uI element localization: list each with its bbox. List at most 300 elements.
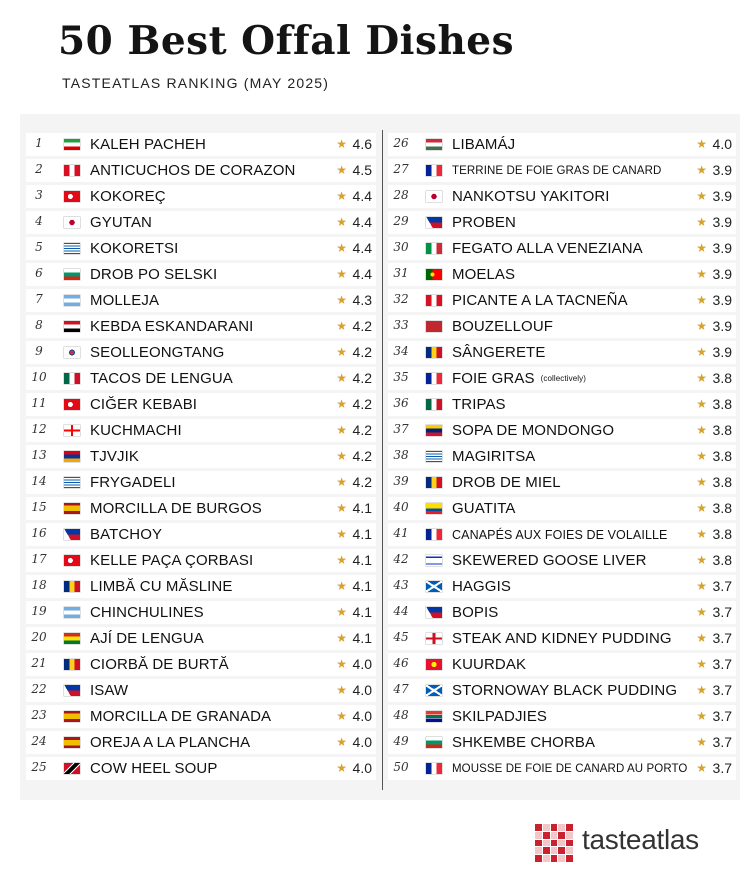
dish-name[interactable]: BATCHOY: [90, 526, 163, 543]
dish-name[interactable]: GYUTAN: [90, 214, 152, 231]
ranking-row[interactable]: [388, 185, 736, 208]
dish-score: 3.7: [712, 604, 732, 620]
star-icon: ★: [696, 189, 707, 203]
star-icon: ★: [696, 501, 707, 515]
star-icon: ★: [336, 657, 347, 671]
rank-number: 19: [31, 604, 47, 618]
star-icon: ★: [336, 605, 347, 619]
dish-name[interactable]: SKILPADJIES: [452, 708, 548, 725]
rank-number: 7: [35, 292, 43, 306]
ranking-row[interactable]: [388, 471, 736, 494]
dish-name[interactable]: SHKEMBE CHORBA: [452, 734, 596, 751]
rank-number: 17: [31, 552, 47, 566]
ranking-row[interactable]: [388, 315, 736, 338]
flag-icon: [64, 711, 80, 722]
dish-score: 4.1: [352, 500, 372, 516]
flag-icon: [426, 399, 442, 410]
flag-icon: [64, 737, 80, 748]
rank-number: 40: [393, 500, 409, 514]
dish-name[interactable]: ANTICUCHOS DE CORAZON: [90, 162, 296, 179]
ranking-row[interactable]: [388, 367, 736, 390]
dish-name[interactable]: MORCILLA DE GRANADA: [90, 708, 272, 725]
flag-icon: [64, 347, 80, 358]
dish-score: 4.2: [352, 422, 372, 438]
ranking-row[interactable]: [26, 497, 376, 520]
dish-score: 3.9: [712, 344, 732, 360]
star-icon: ★: [696, 683, 707, 697]
rank-number: 33: [393, 318, 409, 332]
rank-number: 35: [393, 370, 409, 384]
ranking-row[interactable]: [26, 549, 376, 572]
dish-score: 4.2: [352, 370, 372, 386]
ranking-row[interactable]: [26, 653, 376, 676]
flag-icon: [426, 243, 442, 254]
dish-name[interactable]: FEGATO ALLA VENEZIANA: [452, 240, 643, 257]
ranking-row[interactable]: [26, 289, 376, 312]
ranking-row[interactable]: [26, 601, 376, 624]
dish-name: FOIE GRAS: [452, 370, 535, 387]
star-icon: ★: [696, 345, 707, 359]
ranking-row[interactable]: [388, 627, 736, 650]
ranking-row[interactable]: [26, 211, 376, 234]
dish-score: 4.1: [352, 552, 372, 568]
dish-name[interactable]: PROBEN: [452, 214, 516, 231]
dish-score: 4.1: [352, 604, 372, 620]
rank-number: 29: [393, 214, 409, 228]
rank-number: 2: [35, 162, 43, 176]
rank-number: 45: [393, 630, 409, 644]
star-icon: ★: [336, 423, 347, 437]
logo-grid-icon: [535, 824, 573, 862]
ranking-row[interactable]: [388, 211, 736, 234]
flag-icon: [426, 321, 442, 332]
ranking-row[interactable]: [388, 393, 736, 416]
star-icon: ★: [336, 293, 347, 307]
star-icon: ★: [336, 397, 347, 411]
ranking-row[interactable]: [26, 523, 376, 546]
star-icon: ★: [696, 319, 707, 333]
ranking-row[interactable]: [26, 471, 376, 494]
flag-icon: [64, 321, 80, 332]
dish-score: 4.0: [352, 656, 372, 672]
rank-number: 12: [31, 422, 47, 436]
dish-name[interactable]: LIBAMÁJ: [452, 136, 516, 153]
dish-score: 4.0: [352, 708, 372, 724]
ranking-row[interactable]: [388, 159, 736, 182]
flag-icon: [426, 711, 442, 722]
dish-note: (collectively): [540, 374, 587, 383]
dish-name[interactable]: GUATITA: [452, 500, 516, 517]
star-icon: ★: [336, 345, 347, 359]
rank-number: 24: [31, 734, 47, 748]
flag-icon: [426, 685, 442, 696]
dish-score: 4.2: [352, 474, 372, 490]
dish-score: 3.9: [712, 292, 732, 308]
flag-icon: [64, 685, 80, 696]
dish-name[interactable]: CHINCHULINES: [90, 604, 204, 621]
ranking-row[interactable]: [388, 237, 736, 260]
dish-name[interactable]: SKEWERED GOOSE LIVER: [452, 552, 647, 569]
dish-score: 4.4: [352, 188, 372, 204]
rank-number: 3: [35, 188, 43, 202]
star-icon: ★: [336, 241, 347, 255]
dish-score: 3.8: [712, 422, 732, 438]
rank-number: 15: [31, 500, 47, 514]
star-icon: ★: [696, 423, 707, 437]
dish-name[interactable]: TACOS DE LENGUA: [90, 370, 233, 387]
dish-name[interactable]: CIORBĂ DE BURTĂ: [90, 656, 229, 673]
flag-icon: [426, 607, 442, 618]
ranking-row[interactable]: [26, 341, 376, 364]
star-icon: ★: [336, 189, 347, 203]
flag-icon: [64, 269, 80, 280]
rank-number: 36: [393, 396, 409, 410]
ranking-row[interactable]: [388, 133, 736, 156]
rank-number: 14: [31, 474, 47, 488]
rank-number: 43: [393, 578, 409, 592]
star-icon: ★: [696, 475, 707, 489]
dish-score: 3.9: [712, 240, 732, 256]
rank-number: 21: [31, 656, 47, 670]
dish-name[interactable]: LIMBĂ CU MĂSLINE: [90, 578, 233, 595]
flag-icon: [64, 763, 80, 774]
dish-name[interactable]: OREJA A LA PLANCHA: [90, 734, 251, 751]
rank-number: 4: [35, 214, 43, 228]
star-icon: ★: [336, 215, 347, 229]
dish-name[interactable]: KUURDAK: [452, 656, 527, 673]
flag-icon: [426, 373, 442, 384]
flag-icon: [426, 503, 442, 514]
star-icon: ★: [696, 293, 707, 307]
dish-name[interactable]: HAGGIS: [452, 578, 511, 595]
dish-name[interactable]: MAGIRITSA: [452, 448, 536, 465]
ranking-row[interactable]: [388, 705, 736, 728]
rank-number: 39: [393, 474, 409, 488]
dish-score: 3.7: [712, 760, 732, 776]
rank-number: 20: [31, 630, 47, 644]
flag-icon: [426, 217, 442, 228]
ranking-row[interactable]: [26, 575, 376, 598]
ranking-row[interactable]: [26, 627, 376, 650]
star-icon: ★: [696, 579, 707, 593]
star-icon: ★: [696, 605, 707, 619]
ranking-row[interactable]: [388, 679, 736, 702]
dish-name[interactable]: KOKOREÇ: [90, 188, 166, 205]
flag-icon: [426, 139, 442, 150]
dish-score: 3.9: [712, 266, 732, 282]
flag-icon: [64, 477, 80, 488]
dish-score: 3.8: [712, 474, 732, 490]
flag-icon: [64, 555, 80, 566]
star-icon: ★: [336, 371, 347, 385]
tasteatlas-logo[interactable]: [535, 822, 715, 864]
star-icon: ★: [696, 137, 707, 151]
flag-icon: [64, 659, 80, 670]
rank-number: 26: [393, 136, 409, 150]
flag-icon: [426, 555, 442, 566]
star-icon: ★: [696, 449, 707, 463]
dish-score: 3.9: [712, 318, 732, 334]
dish-name[interactable]: SOPA DE MONDONGO: [452, 422, 615, 439]
star-icon: ★: [696, 371, 707, 385]
ranking-row[interactable]: [388, 497, 736, 520]
dish-name[interactable]: CANAPÉS AUX FOIES DE VOLAILLE: [452, 528, 668, 542]
star-icon: ★: [336, 475, 347, 489]
ranking-row[interactable]: [26, 705, 376, 728]
rank-number: 30: [393, 240, 409, 254]
flag-icon: [64, 243, 80, 254]
dish-name[interactable]: MOELAS: [452, 266, 516, 283]
dish-score: 4.5: [352, 162, 372, 178]
star-icon: ★: [336, 527, 347, 541]
flag-icon: [64, 581, 80, 592]
dish-name[interactable]: FRYGADELI: [90, 474, 176, 491]
flag-icon: [64, 191, 80, 202]
dish-score: 3.8: [712, 448, 732, 464]
flag-icon: [64, 399, 80, 410]
rank-number: 41: [393, 526, 409, 540]
dish-name[interactable]: BOUZELLOUF: [452, 318, 554, 335]
dish-name[interactable]: ISAW: [90, 682, 129, 699]
dish-name[interactable]: MOLLEJA: [90, 292, 160, 309]
star-icon: ★: [336, 553, 347, 567]
dish-name[interactable]: BOPIS: [452, 604, 499, 621]
star-icon: ★: [696, 397, 707, 411]
flag-icon: [64, 451, 80, 462]
dish-score: 4.6: [352, 136, 372, 152]
dish-name[interactable]: KELLE PAÇA ÇORBASI: [90, 552, 254, 569]
rankings-column-left: [26, 133, 376, 783]
dish-name[interactable]: NANKOTSU YAKITORI: [452, 188, 610, 205]
rank-number: 38: [393, 448, 409, 462]
rank-number: 11: [31, 396, 47, 410]
star-icon: ★: [696, 267, 707, 281]
flag-icon: [426, 191, 442, 202]
ranking-row[interactable]: [26, 419, 376, 442]
page-title: 50 Best Offal Dishes: [58, 18, 515, 64]
dish-score: 4.2: [352, 344, 372, 360]
dish-name[interactable]: KUCHMACHI: [90, 422, 182, 439]
flag-icon: [64, 529, 80, 540]
ranking-row[interactable]: [388, 263, 736, 286]
rank-number: 10: [31, 370, 47, 384]
rank-number: 34: [393, 344, 409, 358]
rank-number: 25: [31, 760, 47, 774]
ranking-row[interactable]: [26, 263, 376, 286]
rank-number: 48: [393, 708, 409, 722]
dish-score: 3.7: [712, 578, 732, 594]
ranking-row[interactable]: [388, 575, 736, 598]
ranking-row[interactable]: [388, 757, 736, 780]
dish-score: 3.9: [712, 214, 732, 230]
rank-number: 1: [35, 136, 43, 150]
dish-name[interactable]: PICANTE A LA TACNEÑA: [452, 292, 628, 309]
rank-number: 13: [31, 448, 47, 462]
dish-score: 3.7: [712, 708, 732, 724]
flag-icon: [64, 217, 80, 228]
ranking-row[interactable]: [26, 315, 376, 338]
rankings-column-right: [388, 133, 736, 783]
rank-number: 6: [35, 266, 43, 280]
dish-name[interactable]: DROB DE MIEL: [452, 474, 561, 491]
star-icon: ★: [336, 449, 347, 463]
ranking-row[interactable]: [26, 159, 376, 182]
rank-number: 5: [35, 240, 43, 254]
logo-text: tasteatlas: [582, 824, 699, 855]
star-icon: ★: [336, 319, 347, 333]
star-icon: ★: [696, 631, 707, 645]
rank-number: 42: [393, 552, 409, 566]
dish-score: 4.0: [352, 682, 372, 698]
flag-icon: [426, 347, 442, 358]
ranking-row[interactable]: [388, 341, 736, 364]
flag-icon: [426, 737, 442, 748]
rank-number: 47: [393, 682, 409, 696]
rank-number: 32: [393, 292, 409, 306]
star-icon: ★: [336, 267, 347, 281]
ranking-row[interactable]: [388, 289, 736, 312]
ranking-row[interactable]: [26, 185, 376, 208]
dish-score: 4.0: [352, 734, 372, 750]
flag-icon: [426, 659, 442, 670]
dish-name[interactable]: KEBDA ESKANDARANI: [90, 318, 254, 335]
star-icon: ★: [696, 163, 707, 177]
dish-score: 3.8: [712, 396, 732, 412]
dish-name[interactable]: CIĞER KEBABI: [90, 396, 198, 413]
dish-score: 3.7: [712, 630, 732, 646]
rank-number: 8: [35, 318, 43, 332]
dish-score: 3.9: [712, 162, 732, 178]
star-icon: ★: [696, 709, 707, 723]
dish-score: 3.8: [712, 552, 732, 568]
dish-score: 4.4: [352, 214, 372, 230]
dish-score: 4.4: [352, 266, 372, 282]
dish-score: 3.8: [712, 500, 732, 516]
star-icon: ★: [336, 579, 347, 593]
ranking-row[interactable]: [26, 445, 376, 468]
flag-icon: [426, 165, 442, 176]
dish-score: 4.1: [352, 578, 372, 594]
dish-score: 3.9: [712, 188, 732, 204]
ranking-row[interactable]: [388, 549, 736, 572]
rank-number: 18: [31, 578, 47, 592]
star-icon: ★: [696, 553, 707, 567]
star-icon: ★: [336, 137, 347, 151]
star-icon: ★: [336, 761, 347, 775]
dish-score: 4.0: [712, 136, 732, 152]
ranking-row[interactable]: [26, 757, 376, 780]
dish-name-group[interactable]: [452, 370, 586, 387]
flag-icon: [64, 165, 80, 176]
rank-number: 23: [31, 708, 47, 722]
dish-score: 3.8: [712, 370, 732, 386]
dish-name[interactable]: DROB PO SELSKI: [90, 266, 218, 283]
dish-name[interactable]: TRIPAS: [452, 396, 506, 413]
dish-score: 3.7: [712, 734, 732, 750]
rank-number: 31: [393, 266, 409, 280]
flag-icon: [64, 425, 80, 436]
dish-name[interactable]: SÂNGERETE: [452, 344, 546, 361]
flag-icon: [426, 477, 442, 488]
flag-icon: [426, 295, 442, 306]
flag-icon: [64, 139, 80, 150]
flag-icon: [64, 373, 80, 384]
flag-icon: [64, 607, 80, 618]
flag-icon: [426, 581, 442, 592]
column-divider: [382, 130, 383, 790]
dish-score: 4.4: [352, 240, 372, 256]
ranking-row[interactable]: [26, 731, 376, 754]
rank-number: 9: [35, 344, 43, 358]
star-icon: ★: [696, 215, 707, 229]
rank-number: 27: [393, 162, 409, 176]
ranking-row[interactable]: [26, 237, 376, 260]
ranking-row[interactable]: [388, 731, 736, 754]
star-icon: ★: [336, 631, 347, 645]
flag-icon: [64, 633, 80, 644]
dish-name[interactable]: SEOLLEONGTANG: [90, 344, 225, 361]
rank-number: 22: [31, 682, 47, 696]
dish-name[interactable]: AJÍ DE LENGUA: [90, 630, 204, 647]
flag-icon: [426, 425, 442, 436]
dish-name[interactable]: KOKORETSI: [90, 240, 179, 257]
dish-name[interactable]: COW HEEL SOUP: [90, 760, 218, 777]
dish-score: 4.1: [352, 526, 372, 542]
ranking-row[interactable]: [388, 523, 736, 546]
dish-name[interactable]: MOUSSE DE FOIE DE CANARD AU PORTO: [452, 763, 688, 775]
star-icon: ★: [696, 761, 707, 775]
ranking-row[interactable]: [26, 367, 376, 390]
dish-name[interactable]: KALEH PACHEH: [90, 136, 206, 153]
ranking-row[interactable]: [388, 445, 736, 468]
dish-score: 3.8: [712, 526, 732, 542]
star-icon: ★: [336, 683, 347, 697]
ranking-row[interactable]: [388, 419, 736, 442]
dish-name[interactable]: TERRINE DE FOIE GRAS DE CANARD: [452, 165, 662, 177]
rank-number: 50: [393, 760, 409, 774]
dish-score: 4.2: [352, 396, 372, 412]
flag-icon: [426, 451, 442, 462]
star-icon: ★: [696, 527, 707, 541]
dish-name[interactable]: STORNOWAY BLACK PUDDING: [452, 682, 678, 699]
dish-name[interactable]: TJVJIK: [90, 448, 139, 465]
star-icon: ★: [696, 241, 707, 255]
star-icon: ★: [336, 735, 347, 749]
star-icon: ★: [336, 501, 347, 515]
rank-number: 28: [393, 188, 409, 202]
ranking-row[interactable]: [388, 601, 736, 624]
rank-number: 46: [393, 656, 409, 670]
ranking-row[interactable]: [26, 679, 376, 702]
dish-name[interactable]: STEAK AND KIDNEY PUDDING: [452, 630, 672, 647]
flag-icon: [426, 529, 442, 540]
flag-icon: [64, 503, 80, 514]
rank-number: 37: [393, 422, 409, 436]
rank-number: 16: [31, 526, 47, 540]
flag-icon: [64, 295, 80, 306]
page-subtitle: TASTEATLAS RANKING (MAY 2025): [62, 75, 330, 91]
dish-name[interactable]: MORCILLA DE BURGOS: [90, 500, 262, 517]
ranking-row[interactable]: [26, 133, 376, 156]
flag-icon: [426, 633, 442, 644]
star-icon: ★: [336, 163, 347, 177]
ranking-row[interactable]: [388, 653, 736, 676]
dish-score: 3.7: [712, 682, 732, 698]
rank-number: 44: [393, 604, 409, 618]
ranking-row[interactable]: [26, 393, 376, 416]
flag-icon: [426, 763, 442, 774]
star-icon: ★: [696, 735, 707, 749]
